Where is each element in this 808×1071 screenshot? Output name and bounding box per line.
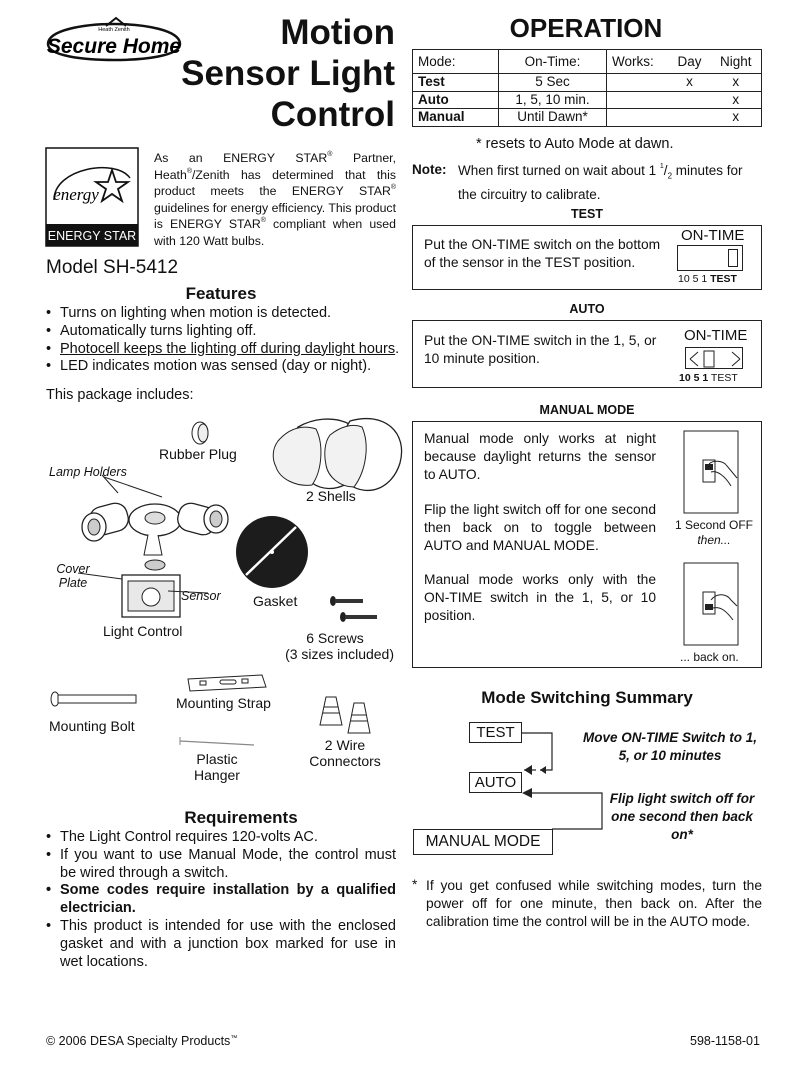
note-label: Note: [412, 162, 447, 177]
label-shells: 2 Shells [306, 488, 356, 504]
confused-note-marker: * [412, 877, 418, 892]
label-mounting-strap: Mounting Strap [176, 695, 271, 711]
manual-paragraph-3: Manual mode works only with the ON-TIME switch in the 1, 5, or 10 position. [424, 572, 656, 623]
table-row: Manual Until Dawn* x [413, 109, 762, 127]
list-item: • This product is intended for use with the enclosed gasket and with a junction box marked for use in wet locations. [46, 918, 396, 971]
lamp-holders-drawing [82, 475, 228, 555]
auto-switch-icon [685, 347, 743, 369]
list-item: • Turns on lighting when motion is detected. [46, 305, 406, 323]
test-switch-ticks: 10 5 1 TEST [678, 273, 737, 285]
logo-small-text: Heath Zenith [98, 27, 130, 33]
auto-switch-ticks: 10 5 1 TEST [679, 372, 738, 384]
label-rubber-plug: Rubber Plug [159, 446, 237, 462]
list-item: • LED indicates motion was sensed (day or night). [46, 358, 406, 376]
mode-manual-box: MANUAL MODE [413, 829, 553, 855]
package-intro: This package includes: [46, 387, 194, 403]
operation-heading: OPERATION [509, 13, 663, 43]
energy-star-statement: As an ENERGY STAR® Partner, Heath®/Zenith has determined that this product meets the ENERGY STAR® guidelines for energy efficiency. This product is ENERGY STAR® compliant when used with 120 Watt bulbs. [154, 151, 397, 248]
model-number: Model SH-5412 [46, 257, 179, 278]
energy-star-logo [46, 148, 138, 246]
test-instructions: Put the ON-TIME switch on the bottom of the sensor in the TEST position. [424, 237, 661, 270]
resets-note: * resets to Auto Mode at dawn. [476, 136, 674, 152]
label-wire-connectors: 2 Wire Connectors [309, 737, 381, 769]
mounting-strap-drawing [188, 675, 266, 691]
label-screws: 6 Screws (3 sizes included) [285, 630, 394, 662]
wire-connectors-drawing [320, 697, 370, 733]
switch-on-illustration [683, 562, 739, 646]
test-switch-label: ON-TIME [681, 227, 745, 244]
svg-text:ENERGY STAR: ENERGY STAR [47, 229, 137, 243]
list-item: • Automatically turns lighting off. [46, 323, 406, 341]
copyright: © 2006 DESA Specialty Products™ [46, 1034, 238, 1048]
label-light-control: Light Control [103, 623, 183, 639]
auto-switch-label: ON-TIME [684, 327, 748, 344]
features-heading: Features [185, 284, 257, 303]
confused-note: If you get confused while switching modes, turn the power off for one minute, then back on. After the calibration time the control will be in the AUTO mode. [426, 878, 762, 929]
switch-off-illustration [683, 430, 739, 514]
mode-auto-box: AUTO [469, 772, 522, 793]
label-lamp-holders: Lamp Holders [49, 465, 127, 479]
label-mounting-bolt: Mounting Bolt [49, 718, 135, 734]
mounting-bolt-drawing [51, 692, 136, 706]
auto-instructions: Put the ON-TIME switch in the 1, 5, or 10 minute position. [424, 333, 657, 366]
secure-home-logo [44, 18, 184, 62]
manual-paragraph-1: Manual mode only works at night because daylight returns the sensor to AUTO. [424, 431, 656, 482]
note-text: When first turned on wait about 1 $^1/_2$ minutes for the circuitry to calibrate. [458, 163, 743, 202]
features-list [46, 305, 406, 376]
list-item: • If you want to use Manual Mode, the control must be wired through a switch. [46, 847, 396, 883]
gasket-drawing [236, 516, 308, 588]
label-cover-plate: Cover Plate [56, 562, 90, 590]
mode-test-box: TEST [469, 722, 522, 743]
page-title: Motion Sensor Light Control [181, 13, 395, 134]
list-item: • Some codes require installation by a qualified electrician. [46, 882, 396, 918]
table-header-row: Mode: On-Time: Works: Day Night [413, 50, 762, 74]
svg-text:energy: energy [53, 185, 99, 204]
requirements-list [46, 829, 396, 971]
table-row: Test 5 Sec x x [413, 74, 762, 92]
operation-table [412, 49, 762, 127]
auto-box [412, 320, 762, 388]
flip-switch-instruction: Flip light switch off for one second then back on* [609, 791, 755, 842]
mode-switching-heading: Mode Switching Summary [481, 688, 693, 707]
test-heading: TEST [571, 207, 603, 221]
shells-drawing [273, 419, 401, 491]
manual-paragraph-2: Flip the light switch off for one second then back on to toggle between AUTO and MANUAL MODE. [424, 502, 656, 553]
list-item: • Photocell keeps the lighting off during daylight hours. [46, 341, 406, 359]
label-sensor: Sensor [181, 589, 221, 603]
screws-drawing [330, 596, 377, 622]
requirements-heading: Requirements [184, 808, 298, 827]
logo-brand-text: Secure Home [46, 35, 182, 58]
manual-heading: MANUAL MODE [539, 403, 635, 417]
move-switch-instruction: Move ON-TIME Switch to 1, 5, or 10 minutes [582, 730, 757, 763]
rubber-plug-drawing [192, 422, 208, 444]
plastic-hanger-drawing [180, 737, 254, 745]
switch-off-caption: 1 Second OFF then... [674, 518, 754, 547]
test-box [412, 225, 762, 290]
part-number: 598-1158-01 [690, 1034, 760, 1048]
test-switch-icon [677, 245, 743, 271]
label-plastic-hanger: Plastic Hanger [194, 751, 240, 783]
list-item: • The Light Control requires 120-volts AC. [46, 829, 396, 847]
switch-on-caption: ... back on. [680, 650, 739, 664]
auto-heading: AUTO [569, 302, 605, 316]
table-row: Auto 1, 5, 10 min. x [413, 91, 762, 109]
label-gasket: Gasket [253, 593, 298, 609]
